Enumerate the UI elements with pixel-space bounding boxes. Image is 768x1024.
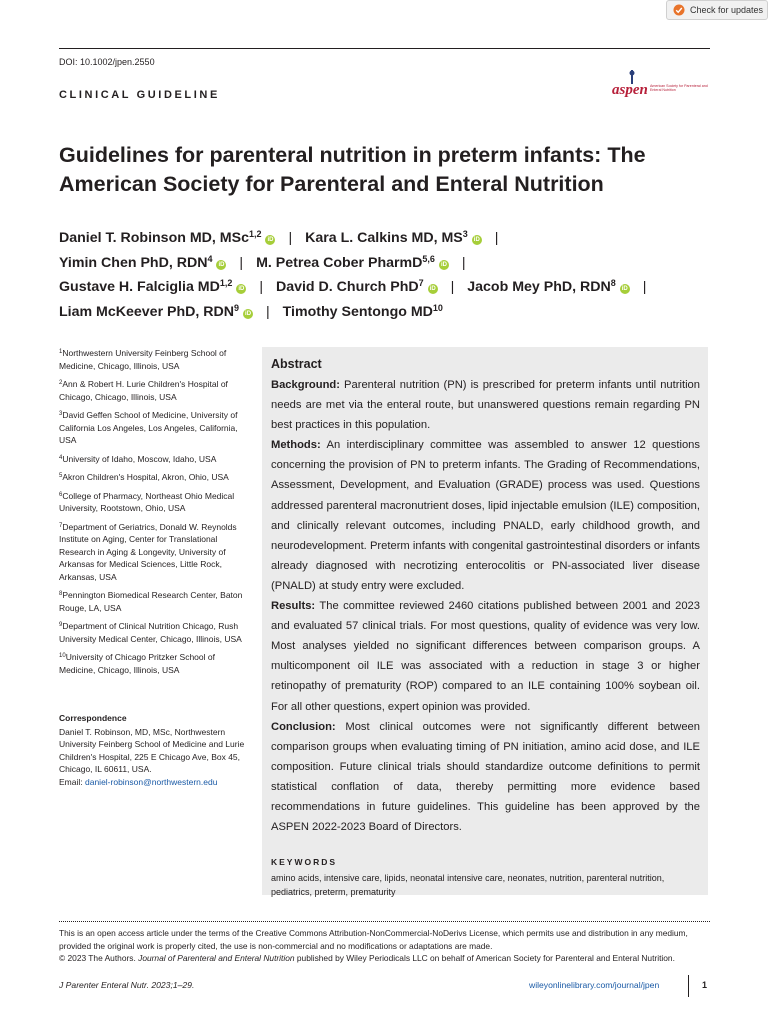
journal-citation: J Parenter Enteral Nutr. 2023;1–29. [59, 980, 195, 990]
affiliation-text: Northwestern University Feinberg School of Medicine, Chicago, Illinois, USA [59, 348, 227, 371]
author-separator: | [266, 303, 270, 320]
author-name: Daniel T. Robinson MD, MSc [59, 230, 249, 246]
aspen-logo-subtitle: American Society for Parenteral and Enteral Nutrition [650, 84, 708, 93]
copyright-suffix: published by Wiley Periodicals LLC on behalf of American Society for Parenteral and Enteral Nutrition. [296, 953, 675, 963]
affiliation-item [59, 471, 249, 484]
abstract-section-label: Methods: [271, 439, 321, 452]
orcid-icon[interactable]: iD [440, 261, 447, 268]
abstract-background [271, 375, 700, 435]
orcid-icon[interactable]: iD [245, 310, 252, 317]
author-affiliation-sup: 5,6 [422, 253, 435, 264]
page-number: 1 [702, 980, 708, 990]
abstract-section-label: Background: [271, 379, 340, 391]
affiliation-text: University of Idaho, Moscow, Idaho, USA [62, 453, 217, 464]
abstract-results [271, 596, 700, 717]
affiliation-number: 4 [59, 454, 63, 461]
license-divider [59, 921, 710, 922]
abstract-section-text: An interdisciplinary committee was assembled to answer 12 questions concerning the provision of PN to preterm infants. The Grading of Recommendations, Assessment, Development, and Evaluation (GRADE) process was used. Questions addressed parenteral macronutrient doses, lipid injectable emulsion (ILE) composition, and clinically relevant outcomes, including PNALD, early childhood growth, and neurodevelopment. Preterm infants with congenital gastrointestinal disorders or infants already diagnosed with necrotizing enterocolitis or PN-associated liver disease (PNALD) at study entry were excluded. [271, 439, 700, 592]
affiliation-item [59, 378, 249, 403]
correspondence-address: Daniel T. Robinson, MD, MSc, Northwestern University Feinberg School of Medicine and Lurie Children's Hospital, 225 E Chicago Ave, Box 45, Chicago, IL 60611, USA. [59, 726, 245, 774]
affiliation-text: Department of Geriatrics, Donald W. Reynolds Institute on Aging, Center for Translational Research in Aging & Longevity, University of Arkansas for Medical Sciences, Little Rock, Arkansas, USA [59, 521, 237, 582]
check-updates-icon [673, 4, 685, 16]
author-name: Kara L. Calkins MD, MS [305, 230, 463, 246]
doi: DOI: 10.1002/jpen.2550 [59, 57, 155, 67]
journal-name: Journal of Parenteral and Enteral Nutrition [138, 953, 295, 963]
abstract-box [262, 347, 708, 898]
affiliation-text: College of Pharmacy, Northeast Ohio Medical University, Rootstown, Ohio, USA [59, 490, 235, 513]
orcid-icon[interactable]: iD [267, 237, 274, 243]
aspen-logo-text: aspen [612, 82, 648, 98]
affiliation-item [59, 651, 249, 676]
affiliation-text: Pennington Biomedical Research Center, Baton Rouge, LA, USA [59, 590, 243, 613]
correspondence-email-link[interactable]: daniel-robinson@northwestern.edu [85, 776, 218, 787]
author-name: Liam McKeever PhD, RDN [59, 303, 235, 320]
affiliation-number: 3 [59, 411, 63, 417]
author-name: David D. Church PhD [275, 279, 419, 295]
affiliation-item [59, 490, 249, 515]
author-name: Jacob Mey PhD, RDN [467, 279, 611, 295]
author-name: Yimin Chen PhD, RDN [59, 254, 208, 271]
check-for-updates-label: Check for updates [690, 5, 764, 15]
orcid-icon[interactable]: iD [621, 286, 628, 292]
author-affiliation-sup: 4 [207, 253, 213, 264]
check-for-updates-button[interactable] [666, 0, 768, 20]
license-text: This is an open access article under the terms of the Creative Commons Attribution-NonCommercial-NoDerivs License, which permits use and distribution in any medium, provided the original work is properly cited, the use is non-commercial and no modifications or adaptations are made. [59, 928, 688, 951]
affiliation-item [59, 620, 249, 645]
author-separator: | [642, 279, 647, 295]
author-affiliation-sup: 7 [418, 278, 424, 288]
affiliation-item [59, 521, 249, 584]
orcid-icon[interactable]: iD [238, 286, 245, 292]
correspondence-email-row [59, 776, 249, 789]
author-name: M. Petrea Cober PharmD [256, 254, 423, 271]
author-name: Timothy Sentongo MD [282, 303, 433, 320]
author-separator: | [259, 279, 263, 295]
author-affiliation-sup: 8 [610, 278, 616, 288]
copyright-prefix: © 2023 The Authors. [59, 953, 136, 963]
abstract-conclusion [271, 717, 700, 838]
affiliation-text: Ann & Robert H. Lurie Children's Hospital of Chicago, Chicago, Illinois, USA [59, 379, 228, 402]
affiliation-item [59, 589, 249, 614]
author-affiliation-sup: 1,2 [219, 278, 233, 288]
keywords-list: amino acids, intensive care, lipids, neonatal intensive care, neonates, nutrition, parenteral nutrition, pediatrics, preterm, prematurity [271, 873, 665, 898]
keywords-heading: KEYWORDS [271, 857, 338, 868]
header-rule [59, 48, 710, 49]
author-line-1 [59, 226, 719, 251]
affiliation-number: 6 [59, 491, 63, 498]
journal-url-link[interactable]: wileyonlinelibrary.com/journal/jpen [529, 980, 660, 990]
article-type-label: CLINICAL GUIDELINE [59, 89, 220, 101]
affiliation-number: 1 [59, 349, 63, 355]
author-separator: | [494, 230, 499, 246]
copyright-text [59, 952, 715, 965]
footer-divider [688, 975, 689, 997]
author-affiliation-sup: 3 [462, 229, 468, 239]
article-title: Guidelines for parenteral nutrition in preterm infants: The American Society for Parenteral and Enteral Nutrition [59, 143, 646, 196]
abstract-heading: Abstract [271, 357, 322, 371]
affiliation-item [59, 409, 249, 447]
correspondence [59, 712, 249, 788]
abstract-section-text: Most clinical outcomes were not significantly different between comparison groups when evaluating timing of PN initiation, amino acid dose, and ILE composition. Future clinical trials should standardize outcome definitions to permit statistical conflation of data, thereby permitting more evidence based recommendations in future guidelines. This guideline has been approved by the ASPEN 2022-2023 Board of Directors. [271, 720, 701, 834]
affiliations [59, 347, 249, 682]
abstract-section-label: Results: [271, 600, 316, 613]
abstract-methods [271, 435, 700, 596]
author-list [59, 226, 719, 324]
author-line-3 [59, 275, 719, 300]
orcid-icon[interactable]: iD [473, 237, 480, 243]
affiliation-item [59, 453, 249, 466]
abstract-section-text: Parenteral nutrition (PN) is prescribed for preterm infants until nutrition needs are met via the enteral route, but unanswered questions remain regarding PN best practices in this population. [271, 379, 700, 432]
author-line-2 [59, 251, 719, 276]
affiliation-number: 10 [59, 653, 66, 659]
affiliation-number: 2 [59, 380, 63, 386]
affiliation-text: Department of Clinical Nutrition Chicago, Rush University Medical Center, Chicago, Illinois, USA [59, 621, 242, 644]
author-separator: | [239, 254, 244, 271]
affiliation-number: 5 [59, 473, 63, 479]
author-name: Gustave H. Falciglia MD [59, 279, 220, 295]
affiliation-text: University of Chicago Pritzker School of Medicine, Chicago, Illinois, USA [59, 652, 215, 675]
aspen-logo [612, 70, 712, 102]
license-notice [59, 927, 715, 965]
author-line-4 [59, 300, 719, 325]
author-separator: | [461, 254, 466, 271]
affiliation-number: 8 [59, 591, 63, 597]
abstract-section-label: Conclusion: [271, 720, 336, 733]
email-label: Email: [59, 776, 83, 787]
orcid-icon[interactable]: iD [218, 261, 225, 268]
author-affiliation-sup: 10 [432, 302, 443, 313]
orcid-icon[interactable]: iD [429, 286, 436, 292]
correspondence-heading: Correspondence [59, 713, 127, 723]
author-affiliation-sup: 9 [234, 302, 240, 313]
affiliation-text: David Geffen School of Medicine, University of California Los Angeles, Los Angeles, California, USA [59, 410, 238, 445]
author-affiliation-sup: 1,2 [248, 229, 262, 239]
author-separator: | [450, 279, 455, 295]
author-separator: | [288, 230, 293, 246]
affiliation-text: Akron Children's Hospital, Akron, Ohio, USA [62, 472, 229, 482]
affiliation-item [59, 347, 249, 372]
affiliation-number: 7 [59, 522, 63, 529]
affiliation-number: 9 [59, 622, 63, 628]
abstract-section-text: The committee reviewed 2460 citations published between 2001 and 2023 and evaluated 57 clinical trials. For most questions, quality of evidence was very low. Most analyses yielded no significant differences between comparison groups. A multicomponent oil ILE was associated with a reduction in stage 3 or higher retinopathy of prematurity (ROP) compared to an ILE containing 100% soybean oil. For all other questions, expert opinion was provided. [271, 600, 700, 713]
